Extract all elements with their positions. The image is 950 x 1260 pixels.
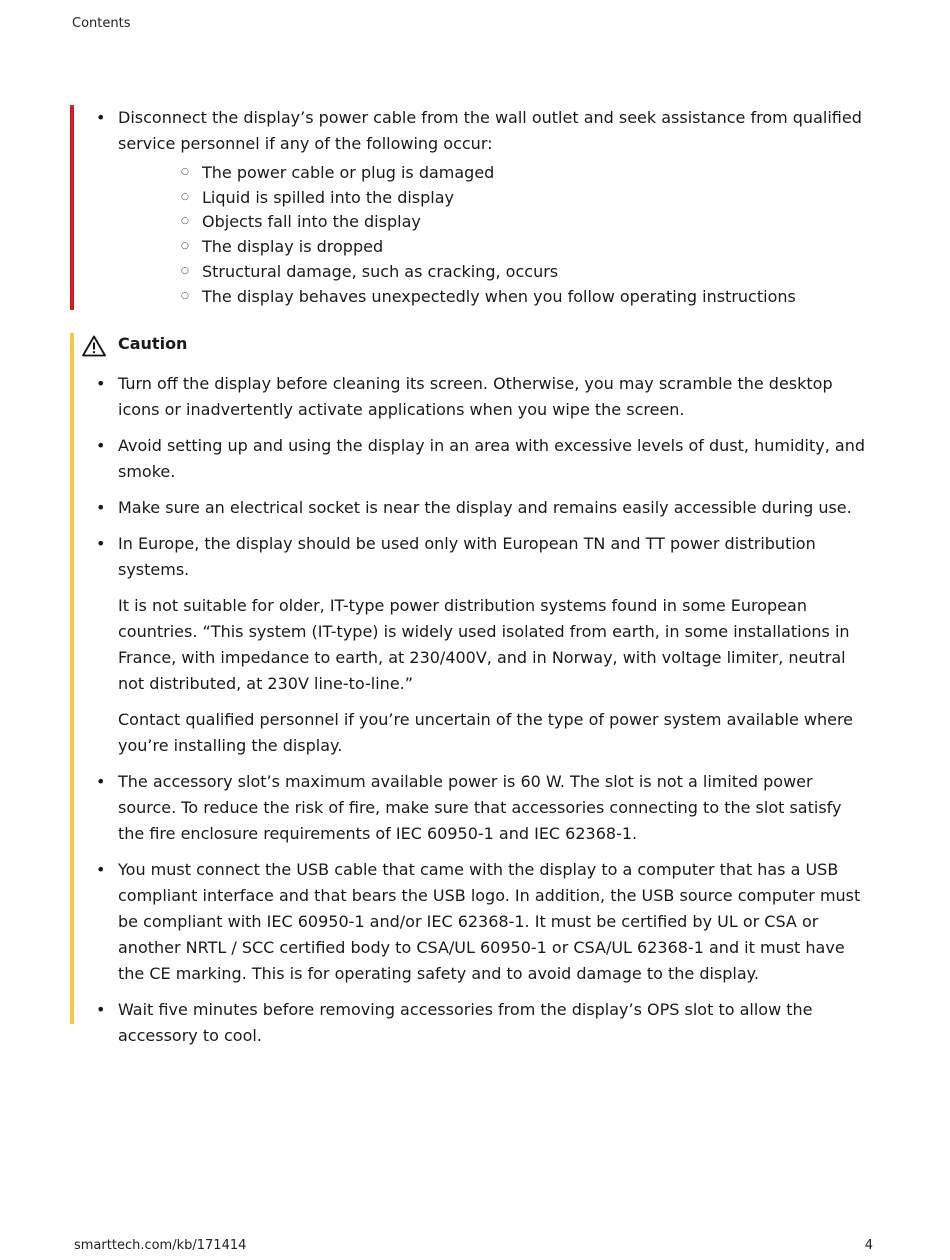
caution-bullet [70, 531, 880, 583]
caution-block [70, 333, 880, 1045]
caution-header [70, 333, 880, 361]
warning-intro: Disconnect the display’s power cable from the wall outlet and seek assistance from qualified service personnel if any of the following occur: [118, 108, 862, 153]
caution-list [70, 371, 880, 583]
caution-bullet: • You must connect the USB cable that came with the display to a computer that has a USB compliant interface and that bears the USB logo. In addition, the USB source computer must be compliant with IEC 60950-1 and/or IEC 62368-1. It must be certified by UL or CSA or another NRTL / SCC certified body to CSA/UL 60950-1 or CSA/UL 62368-1 and it must have the CE marking. This is for operating safety and to avoid damage to the display. [70, 857, 880, 987]
warning-block [70, 105, 880, 310]
warning-bullet [70, 105, 880, 309]
warning-sub-item: ○ Structural damage, such as cracking, occurs [118, 260, 870, 285]
page-number: 4 [864, 1238, 873, 1253]
caution-list-continued [70, 769, 880, 1049]
warning-sub-item: ○ The display behaves unexpectedly when you follow operating instructions [118, 285, 870, 310]
warning-sub-item: ○ Liquid is spilled into the display [118, 186, 870, 211]
warning-triangle-icon [82, 335, 106, 357]
footer-url-link[interactable]: smarttech.com/kb/171414 [74, 1238, 247, 1253]
warning-sub-list [118, 161, 870, 309]
caution-bullet: • Avoid setting up and using the display in an area with excessive levels of dust, humidity, and smoke. [70, 433, 880, 485]
caution-paragraph: Contact qualified personnel if you’re uncertain of the type of power system available where you’re installing the display. [118, 710, 854, 755]
caution-bullet: • Turn off the display before cleaning its screen. Otherwise, you may scramble the desktop icons or inadvertently activate applications when you wipe the screen. [70, 371, 880, 423]
caution-title: Caution [118, 334, 188, 353]
caution-paragraph: It is not suitable for older, IT-type power distribution systems found in some European countries. “This system (IT-type) is widely used isolated from earth, in some installations in France, with impedance to earth, at 230/400V, and in Norway, with voltage limiter, neutral not distributed, at 230V line-to-line.” [118, 596, 850, 693]
caution-bullet: • The accessory slot’s maximum available power is 60 W. The slot is not a limited power source. To reduce the risk of fire, make sure that accessories connecting to the slot satisfy the fire enclosure requirements of IEC 60950-1 and IEC 62368-1. [70, 769, 880, 847]
warning-sub-item: ○ Objects fall into the display [118, 210, 870, 235]
warning-list [70, 105, 880, 309]
caution-bullet: • Make sure an electrical socket is near the display and remains easily accessible during use. [70, 495, 880, 521]
contents-link[interactable]: Contents [72, 16, 131, 31]
warning-sub-item: ○ The power cable or plug is damaged [118, 161, 870, 186]
caution-bullet: • Wait five minutes before removing accessories from the display’s OPS slot to allow the accessory to cool. [70, 997, 880, 1049]
caution-bullet-text: In Europe, the display should be used only with European TN and TT power distribution systems. [118, 534, 816, 579]
warning-sub-item: ○ The display is dropped [118, 235, 870, 260]
